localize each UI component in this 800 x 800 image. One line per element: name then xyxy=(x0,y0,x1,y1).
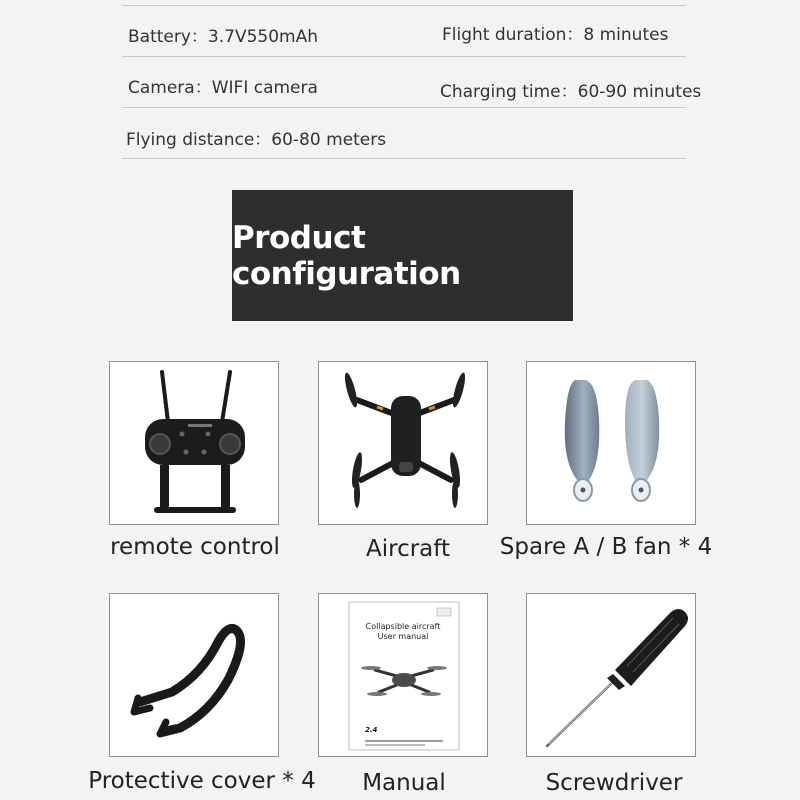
section-banner xyxy=(232,190,573,321)
product-label: Aircraft xyxy=(366,536,450,562)
product-tile-propellers xyxy=(526,361,696,525)
propeller-icon xyxy=(527,362,696,525)
spec-charging-time: Charging time：60-90 minutes xyxy=(440,82,702,102)
product-tile-protective-cover xyxy=(109,593,279,757)
product-tile-manual xyxy=(318,593,488,757)
manual-title: Collapsible aircraft xyxy=(365,622,441,631)
product-label: Manual xyxy=(362,770,446,796)
divider xyxy=(122,158,686,159)
propeller-guard-icon xyxy=(110,594,279,757)
spec-flight-duration: Flight duration：8 minutes xyxy=(442,25,669,45)
spec-flying-distance: Flying distance：60-80 meters xyxy=(126,130,387,150)
remote-control-icon xyxy=(110,362,279,525)
spec-camera: Camera：WIFI camera xyxy=(128,78,318,98)
divider xyxy=(122,56,686,57)
product-label: remote control xyxy=(110,534,280,560)
product-tile-aircraft xyxy=(318,361,488,525)
manual-icon xyxy=(319,594,488,757)
manual-subtitle: User manual xyxy=(377,632,429,641)
product-label: Spare A / B fan * 4 xyxy=(499,534,713,560)
product-label: Protective cover * 4 xyxy=(88,768,316,794)
product-tile-screwdriver xyxy=(526,593,696,757)
divider xyxy=(122,107,686,108)
divider xyxy=(122,5,686,6)
banner-title: Product configuration xyxy=(232,219,461,292)
drone-icon xyxy=(319,362,488,525)
product-tile-remote-control xyxy=(109,361,279,525)
product-label: Screwdriver xyxy=(545,770,683,796)
manual-badge: 2.4 xyxy=(365,726,378,734)
screwdriver-icon xyxy=(527,594,696,757)
spec-battery: Battery：3.7V550mAh xyxy=(128,27,318,47)
